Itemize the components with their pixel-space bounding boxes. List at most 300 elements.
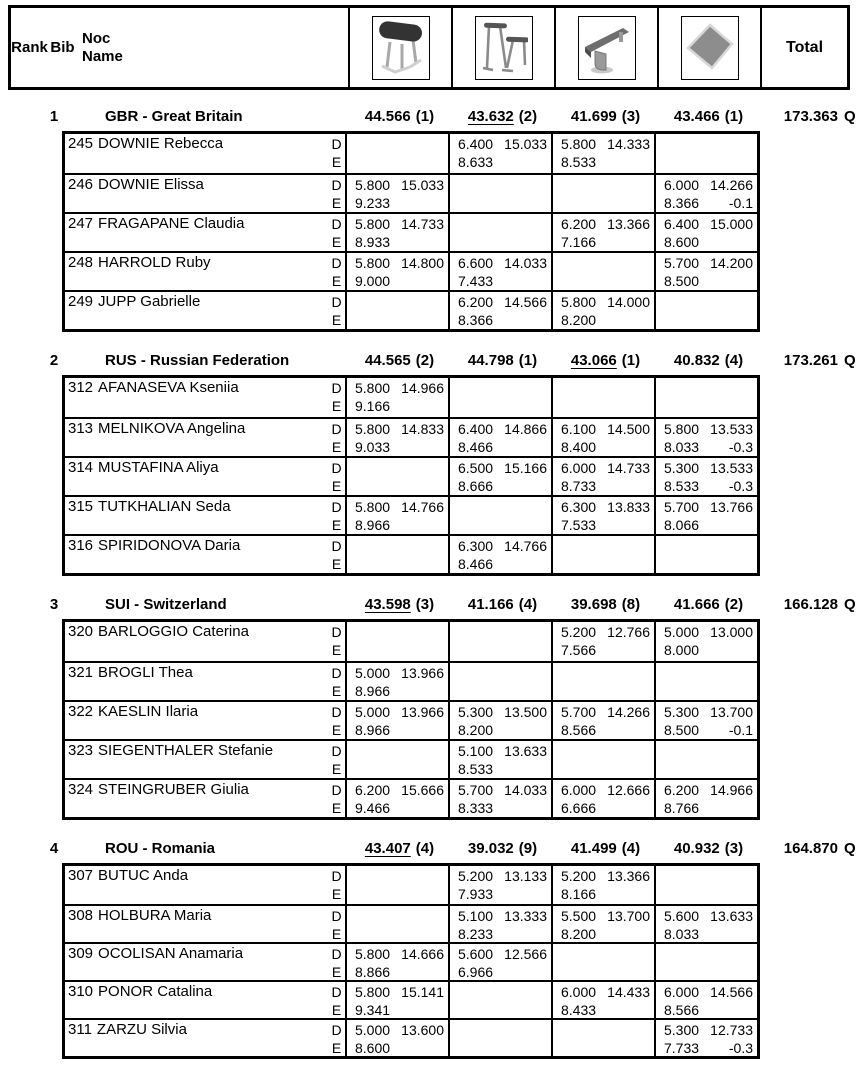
d-label: D (331, 499, 342, 515)
e-label: E (331, 478, 342, 494)
e-score: 9.000 (355, 273, 391, 289)
teams (0, 106, 858, 1059)
de-labels (328, 536, 345, 573)
qualified-badge: Q (844, 108, 856, 125)
d-label: D (331, 538, 342, 554)
gymnast-name-cell (65, 253, 345, 290)
gymnast-bib: 314 (68, 459, 94, 476)
e-score: 8.366 (458, 312, 494, 328)
uneven-bars-score-cell (448, 458, 551, 495)
apparatus-total: 14.033 (504, 782, 547, 798)
vault-score-cell (345, 741, 448, 778)
de-labels (328, 378, 345, 417)
vault-icon (372, 16, 430, 80)
de-labels (328, 214, 345, 251)
apparatus-total: 13.533 (710, 460, 753, 476)
apparatus-total: 14.566 (710, 984, 753, 1000)
e-label: E (331, 439, 342, 455)
uneven-bars-score-cell (448, 253, 551, 290)
e-score: 8.466 (458, 439, 494, 455)
gymnast-name: MUSTAFINA Aliya (98, 459, 219, 476)
e-score: 8.166 (561, 886, 597, 902)
penalty: -0.3 (728, 1040, 753, 1056)
uneven-bars-score-cell (448, 622, 551, 661)
gymnast-name-cell (65, 536, 345, 573)
e-score: 8.233 (458, 926, 494, 942)
de-labels (328, 497, 345, 534)
name-label: Name (82, 47, 123, 65)
de-labels (328, 458, 345, 495)
e-score: 8.400 (561, 439, 597, 455)
d-score: 6.300 (458, 538, 494, 554)
team-uneven-bars-score: 44.798 (1) (467, 352, 538, 369)
de-labels (328, 741, 345, 778)
d-score: 5.800 (664, 421, 700, 437)
gymnast-name-cell (65, 458, 345, 495)
gymnast-name: KAESLIN Ilaria (98, 703, 199, 720)
apparatus-total: 14.266 (607, 704, 650, 720)
apparatus-total: 12.666 (607, 782, 650, 798)
vault-score-cell (345, 982, 448, 1018)
d-score: 6.400 (458, 136, 494, 152)
gymnast-bib: 320 (68, 623, 94, 640)
floor-score-cell (654, 458, 757, 495)
gymnast-row (65, 904, 757, 942)
gymnast-row (65, 495, 757, 534)
gymnast-bib: 249 (68, 293, 94, 310)
e-score: 8.066 (664, 517, 700, 533)
apparatus-total: 14.866 (504, 421, 547, 437)
d-label: D (331, 743, 342, 759)
d-score: 6.200 (355, 782, 391, 798)
e-score: 8.966 (355, 683, 391, 699)
team-uneven-bars-score: 39.032 (9) (467, 840, 538, 857)
d-score: 6.200 (561, 216, 597, 232)
e-score: 8.366 (664, 195, 700, 211)
d-score: 5.000 (355, 1022, 391, 1038)
de-labels (328, 663, 345, 700)
apparatus-total: 13.700 (710, 704, 753, 720)
de-labels (328, 622, 345, 661)
e-score: 7.733 (664, 1040, 700, 1056)
floor-score-cell (654, 253, 757, 290)
balance-beam-score-cell (551, 663, 654, 700)
d-score: 5.800 (355, 380, 391, 396)
apparatus-total: 13.966 (401, 665, 444, 681)
gymnast-bib: 311 (68, 1021, 92, 1038)
uneven-bars-score-cell (448, 214, 551, 251)
e-label: E (331, 926, 342, 942)
apparatus-total: 14.000 (607, 294, 650, 310)
gymnast-name: BUTUC Anda (98, 867, 189, 884)
e-label: E (331, 886, 342, 902)
vault-score-cell (345, 866, 448, 904)
apparatus-total: 12.766 (607, 624, 650, 640)
d-label: D (331, 177, 342, 193)
d-score: 5.800 (355, 499, 391, 515)
apparatus-total: 14.733 (607, 460, 650, 476)
apparatus-total: 14.733 (401, 216, 444, 232)
vault-score-cell (345, 944, 448, 980)
gymnast-table (62, 131, 760, 332)
floor-score-cell (654, 419, 757, 456)
d-score: 6.000 (664, 177, 700, 193)
team-name: ROU - Romania (105, 840, 216, 857)
qualified-badge: Q (844, 596, 856, 613)
apparatus-total: 14.766 (504, 538, 547, 554)
apparatus-total: 13.366 (607, 216, 650, 232)
apparatus-total: 13.600 (401, 1022, 444, 1038)
gymnast-name: DOWNIE Elissa (98, 176, 204, 193)
gymnast-name-cell (65, 134, 345, 173)
floor-score-cell (654, 702, 757, 739)
apparatus-total: 14.266 (710, 177, 753, 193)
e-score: 7.533 (561, 517, 597, 533)
uneven-bars-score-cell (448, 419, 551, 456)
team-balance-beam-score: 41.699 (3) (570, 108, 641, 125)
d-label: D (331, 624, 342, 640)
team-header-row (0, 350, 858, 371)
e-label: E (331, 556, 342, 572)
floor-score-cell (654, 944, 757, 980)
vault-score-cell (345, 497, 448, 534)
d-score: 5.100 (458, 743, 494, 759)
gymnast-name: OCOLISAN Anamaria (98, 945, 244, 962)
gymnast-name-cell (65, 419, 345, 456)
e-score: 9.033 (355, 439, 391, 455)
apparatus-total: 14.966 (401, 380, 444, 396)
d-score: 5.800 (355, 984, 391, 1000)
uneven-bars-score-cell (448, 663, 551, 700)
team-rank: 2 (49, 352, 59, 369)
gymnast-row (65, 622, 757, 661)
e-label: E (331, 642, 342, 658)
e-label: E (331, 1040, 342, 1056)
apparatus-total: 14.966 (710, 782, 753, 798)
e-score: 8.533 (458, 761, 494, 777)
apparatus-total: 15.033 (504, 136, 547, 152)
team-floor-score: 40.832 (4) (673, 352, 744, 369)
de-labels (328, 419, 345, 456)
vault-score-cell (345, 780, 448, 817)
e-score: 7.933 (458, 886, 494, 902)
d-score: 6.300 (561, 499, 597, 515)
de-labels (328, 866, 345, 904)
balance-beam-score-cell (551, 253, 654, 290)
d-score: 5.800 (355, 421, 391, 437)
total-header: Total (760, 8, 847, 87)
apparatus-total: 13.766 (710, 499, 753, 515)
d-score: 5.700 (458, 782, 494, 798)
uneven-bars-score-cell (448, 906, 551, 942)
vault-score-cell (345, 702, 448, 739)
d-score: 6.000 (561, 984, 597, 1000)
vault-score-cell (345, 663, 448, 700)
results-page (0, 5, 858, 1067)
d-label: D (331, 665, 342, 681)
gymnast-bib: 310 (68, 983, 94, 1000)
apparatus-total: 14.433 (607, 984, 650, 1000)
e-score: 9.233 (355, 195, 391, 211)
gymnast-row (65, 173, 757, 212)
balance-beam-score-cell (551, 1020, 654, 1056)
floor-score-cell (654, 1020, 757, 1056)
apparatus-total: 13.633 (710, 908, 753, 924)
apparatus-total: 14.800 (401, 255, 444, 271)
d-label: D (331, 255, 342, 271)
gymnast-name: PONOR Catalina (98, 983, 213, 1000)
gymnast-row (65, 980, 757, 1018)
vault-score-cell (345, 253, 448, 290)
gymnast-bib: 309 (68, 945, 94, 962)
apparatus-total: 14.500 (607, 421, 650, 437)
uneven-bars-score-cell (448, 741, 551, 778)
gymnast-bib: 315 (68, 498, 94, 515)
team-name: SUI - Switzerland (105, 596, 227, 613)
balance-beam-score-cell (551, 458, 654, 495)
de-labels (328, 944, 345, 980)
team-vault-score: 43.598 (3) (364, 596, 435, 613)
gymnast-bib: 322 (68, 703, 94, 720)
e-label: E (331, 1002, 342, 1018)
d-label: D (331, 421, 342, 437)
e-score: 8.200 (458, 722, 494, 738)
d-label: D (331, 868, 342, 884)
apparatus-total: 13.633 (504, 743, 547, 759)
floor-score-cell (654, 982, 757, 1018)
balance-beam-score-cell (551, 622, 654, 661)
uneven-bars-score-cell (448, 702, 551, 739)
noc-label: Noc (82, 29, 111, 47)
balance-beam-score-cell (551, 944, 654, 980)
de-labels (328, 253, 345, 290)
d-score: 6.000 (664, 984, 700, 1000)
e-score: 6.966 (458, 964, 494, 980)
gymnast-name-cell (65, 702, 345, 739)
vault-score-cell (345, 458, 448, 495)
gymnast-row (65, 661, 757, 700)
d-score: 5.700 (664, 255, 700, 271)
apparatus-total: 15.166 (504, 460, 547, 476)
d-score: 5.800 (561, 136, 597, 152)
e-label: E (331, 800, 342, 816)
uneven-bars-score-cell (448, 944, 551, 980)
team-vault-score: 43.407 (4) (364, 840, 435, 857)
d-score: 5.300 (664, 1022, 700, 1038)
d-label: D (331, 460, 342, 476)
team-name: RUS - Russian Federation (105, 352, 290, 369)
d-score: 5.800 (355, 946, 391, 962)
e-score: 9.166 (355, 398, 391, 414)
balance-beam-score-cell (551, 134, 654, 173)
vault-header-cell (348, 8, 451, 87)
d-score: 5.200 (561, 868, 597, 884)
apparatus-total: 12.566 (504, 946, 547, 962)
vault-score-cell (345, 214, 448, 251)
gymnast-name: HARROLD Ruby (98, 254, 211, 271)
penalty: -0.1 (728, 195, 753, 211)
vault-score-cell (345, 134, 448, 173)
gymnast-bib: 307 (68, 867, 94, 884)
e-score: 8.500 (664, 273, 700, 289)
e-score: 8.533 (664, 478, 700, 494)
gymnast-row (65, 417, 757, 456)
d-score: 6.400 (458, 421, 494, 437)
team-floor-score: 41.666 (2) (673, 596, 744, 613)
gymnast-name-cell (65, 780, 345, 817)
de-labels (328, 780, 345, 817)
balance-beam-score-cell (551, 780, 654, 817)
gymnast-name: MELNIKOVA Angelina (98, 420, 246, 437)
apparatus-total: 14.666 (401, 946, 444, 962)
de-labels (328, 1020, 345, 1056)
uneven-bars-score-cell (448, 292, 551, 329)
e-score: 8.466 (458, 556, 494, 572)
e-score: 8.500 (664, 722, 700, 738)
apparatus-total: 13.700 (607, 908, 650, 924)
d-score: 6.600 (458, 255, 494, 271)
floor-score-cell (654, 214, 757, 251)
team-header-row (0, 838, 858, 859)
floor-score-cell (654, 378, 757, 417)
balance-beam-header-cell (554, 8, 657, 87)
team-floor-score: 43.466 (1) (673, 108, 744, 125)
balance-beam-score-cell (551, 866, 654, 904)
de-labels (328, 982, 345, 1018)
e-score: 9.341 (355, 1002, 391, 1018)
qualified-badge: Q (844, 352, 856, 369)
d-label: D (331, 908, 342, 924)
d-score: 6.000 (561, 782, 597, 798)
apparatus-total: 14.833 (401, 421, 444, 437)
gymnast-row (65, 866, 757, 904)
e-label: E (331, 398, 342, 414)
d-score: 6.100 (561, 421, 597, 437)
team-block (0, 838, 858, 1059)
e-label: E (331, 683, 342, 699)
d-label: D (331, 946, 342, 962)
d-label: D (331, 136, 342, 152)
d-score: 5.800 (561, 294, 597, 310)
uneven-bars-score-cell (448, 134, 551, 173)
e-score: 8.866 (355, 964, 391, 980)
team-header-row (0, 594, 858, 615)
d-label: D (331, 984, 342, 1000)
penalty: -0.3 (728, 439, 753, 455)
team-balance-beam-score: 39.698 (8) (570, 596, 641, 613)
gymnast-name-cell (65, 906, 345, 942)
d-score: 5.300 (458, 704, 494, 720)
vault-score-cell (345, 536, 448, 573)
floor-score-cell (654, 134, 757, 173)
de-labels (328, 702, 345, 739)
team-balance-beam-score: 43.066 (1) (570, 352, 641, 369)
e-score: 8.666 (458, 478, 494, 494)
header-left-cell (11, 8, 348, 87)
e-score: 8.966 (355, 517, 391, 533)
d-label: D (331, 1022, 342, 1038)
gymnast-bib: 313 (68, 420, 94, 437)
e-score: 9.466 (355, 800, 391, 816)
vault-score-cell (345, 175, 448, 212)
team-total: 164.870 (783, 840, 838, 857)
gymnast-row (65, 378, 757, 417)
gymnast-name: HOLBURA Maria (98, 907, 212, 924)
gymnast-row (65, 778, 757, 817)
e-label: E (331, 517, 342, 533)
d-score: 5.800 (355, 216, 391, 232)
floor-score-cell (654, 622, 757, 661)
e-label: E (331, 722, 342, 738)
bib-header: Bib (50, 39, 75, 56)
vault-score-cell (345, 292, 448, 329)
e-label: E (331, 154, 342, 170)
uneven-bars-score-cell (448, 378, 551, 417)
uneven-bars-score-cell (448, 982, 551, 1018)
e-score: 8.600 (355, 1040, 391, 1056)
d-score: 5.000 (664, 624, 700, 640)
apparatus-total: 13.333 (504, 908, 547, 924)
e-score: 8.433 (561, 1002, 597, 1018)
de-labels (328, 175, 345, 212)
gymnast-bib: 316 (68, 537, 94, 554)
gymnast-name: AFANASEVA Kseniia (98, 379, 239, 396)
balance-beam-score-cell (551, 175, 654, 212)
gymnast-name-cell (65, 292, 345, 329)
gymnast-row (65, 739, 757, 778)
d-score: 5.600 (458, 946, 494, 962)
floor-score-cell (654, 536, 757, 573)
e-score: 8.033 (664, 439, 700, 455)
apparatus-total: 13.133 (504, 868, 547, 884)
d-score: 6.200 (458, 294, 494, 310)
floor-score-cell (654, 497, 757, 534)
team-rank: 3 (49, 596, 59, 613)
gymnast-name-cell (65, 663, 345, 700)
uneven-bars-score-cell (448, 1020, 551, 1056)
gymnast-name-cell (65, 378, 345, 417)
e-score: 8.566 (664, 1002, 700, 1018)
apparatus-total: 15.033 (401, 177, 444, 193)
floor-header-cell (657, 8, 760, 87)
floor-score-cell (654, 175, 757, 212)
d-score: 5.200 (458, 868, 494, 884)
team-rank: 4 (49, 840, 59, 857)
gymnast-row (65, 1018, 757, 1056)
gymnast-name-cell (65, 175, 345, 212)
team-vault-score: 44.565 (2) (364, 352, 435, 369)
gymnast-name: SIEGENTHALER Stefanie (98, 742, 274, 759)
apparatus-total: 14.333 (607, 136, 650, 152)
gymnast-table (62, 863, 760, 1059)
team-name: GBR - Great Britain (105, 108, 243, 125)
d-score: 5.700 (561, 704, 597, 720)
gymnast-row (65, 251, 757, 290)
gymnast-name: BARLOGGIO Caterina (98, 623, 249, 640)
e-score: 7.166 (561, 234, 597, 250)
team-total: 173.363 (783, 108, 838, 125)
gymnast-row (65, 534, 757, 573)
balance-beam-score-cell (551, 292, 654, 329)
e-label: E (331, 312, 342, 328)
e-score: 8.733 (561, 478, 597, 494)
gymnast-bib: 323 (68, 742, 94, 759)
e-score: 6.666 (561, 800, 597, 816)
gymnast-name: SPIRIDONOVA Daria (98, 537, 241, 554)
de-labels (328, 292, 345, 329)
apparatus-total: 13.500 (504, 704, 547, 720)
gymnast-row (65, 456, 757, 495)
